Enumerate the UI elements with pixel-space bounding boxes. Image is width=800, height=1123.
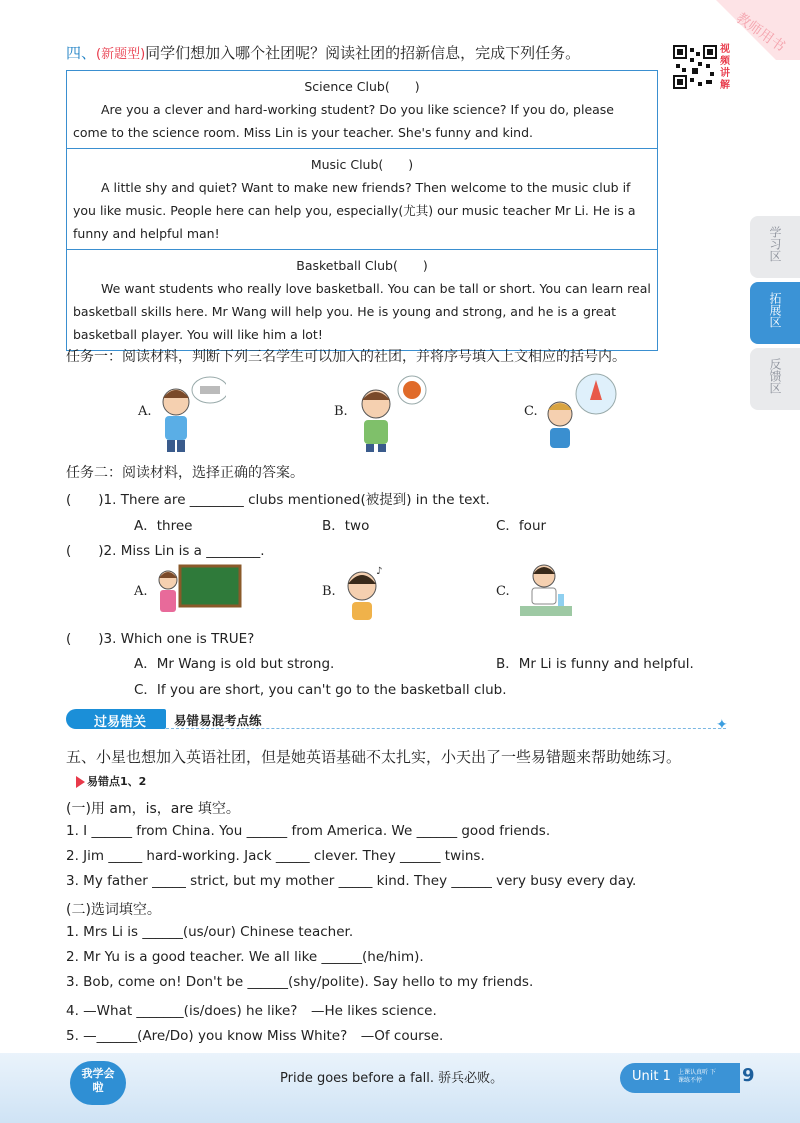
watermark-text: 教师用书 <box>732 10 788 56</box>
club-body: A little shy and quiet? Want to make new friends? Then welcome to the music club if you like music. People here can help you, especially(尤其) our music teacher Mr Li. He is a funny and helpful man! <box>73 180 636 241</box>
q3-option-c[interactable]: C．If you are short, you can't go to the basketball club. <box>134 682 507 698</box>
part2-item-1: 1. Mrs Li is ______(us/our) Chinese teacher. <box>66 924 354 940</box>
q1-option-a[interactable]: A．three <box>134 518 193 534</box>
task1-label-a: A. <box>138 404 152 419</box>
footer-logo: 我学会啦 <box>70 1061 126 1105</box>
part2-instruction: (二)选词填空。 <box>66 902 161 918</box>
q2-option-a[interactable]: A. <box>134 584 148 599</box>
part1-instruction: (一)用 am，is，are 填空。 <box>66 801 240 817</box>
microscope-icon <box>200 386 220 394</box>
q1-option-c[interactable]: C．four <box>496 518 547 534</box>
error-point-badge: 易错点1、2 <box>76 773 146 789</box>
svg-text:♪: ♪ <box>376 566 383 577</box>
flag-icon <box>76 776 85 788</box>
unit-tab <box>620 1063 740 1093</box>
club-music <box>67 149 657 250</box>
teacher-at-board-illustration <box>152 562 242 626</box>
section4-title: 四、(新题型)同学们想加入哪个社团呢？阅读社团的招新信息，完成下列任务。 <box>66 44 581 62</box>
banner-rule <box>166 728 726 729</box>
q1-option-b[interactable]: B．two <box>322 518 370 534</box>
task1-instruction: 任务一：阅读材料，判断下列三名学生可以加入的社团，并将序号填入上文相应的括号内。 <box>66 349 626 365</box>
task1-label-b: B. <box>334 404 348 419</box>
tab-expand[interactable]: 拓展区 <box>750 282 800 344</box>
tab-feedback[interactable]: 反馈区 <box>750 348 800 410</box>
qr-code[interactable] <box>672 44 718 90</box>
side-tabs <box>750 216 800 414</box>
footer-quote: Pride goes before a fall. 骄兵必败。 <box>280 1071 504 1086</box>
basketball-icon <box>403 381 421 399</box>
club-body: Are you a clever and hard-working student? Do you like science? If you do, please come to the science room. Miss Lin is your teacher. She's funny and kind. <box>73 102 614 140</box>
singer-illustration <box>340 564 390 628</box>
part2-item-2: 2. Mr Yu is a good teacher. We all like ______(he/him). <box>66 949 424 965</box>
banner-pill: 过易错关 <box>66 709 166 729</box>
q2-option-b[interactable]: B. <box>322 584 336 599</box>
club-title: Music Club( ) <box>310 157 414 172</box>
part1-item-3: 3. My father _____ strict, but my mother _____ kind. They ______ very busy every day. <box>66 873 637 889</box>
tab-study[interactable]: 学习区 <box>750 216 800 278</box>
part1-item-2: 2. Jim _____ hard-working. Jack _____ clever. They ______ twins. <box>66 848 485 864</box>
student-c-illustration <box>542 372 622 456</box>
banner-subtitle: 易错易混考点练 <box>174 713 262 728</box>
club-title: Science Club( ) <box>304 79 420 94</box>
section-banner <box>66 709 728 733</box>
q3-stem: ( )3. Which one is TRUE? <box>66 631 255 647</box>
section5-title: 五、小星也想加入英语社团，但是她英语基础不太扎实，小天出了一些易错题来帮助她练习。 <box>66 748 682 766</box>
club-basketball <box>67 250 657 350</box>
part2-item-3: 3. Bob, come on! Don't be ______(shy/polite). Say hello to my friends. <box>66 974 534 990</box>
club-title: Basketball Club( ) <box>296 258 428 273</box>
part2-item-5: 5. —______(Are/Do) you know Miss White? —Of course. <box>66 1028 444 1044</box>
club-body: We want students who really love basketball. You can be tall or short. You can learn real basketball skills here. Mr Wang will help you. He is young and strong, and he is a great basketball player. You will like him a lot! <box>73 281 651 342</box>
part1-item-1: 1. I ______ from China. You ______ from America. We ______ good friends. <box>66 823 551 839</box>
unit-label: Unit 1 <box>632 1069 671 1084</box>
q3-option-b[interactable]: B．Mr Li is funny and helpful. <box>496 656 694 672</box>
q2-stem: ( )2. Miss Lin is a ________. <box>66 543 265 559</box>
qr-label: 视频讲解 <box>720 44 730 91</box>
part2-item-4: 4. —What _______(is/does) he like? —He likes science. <box>66 1003 437 1019</box>
q1-stem: ( )1. There are ________ clubs mentioned(被提到) in the text. <box>66 492 490 508</box>
q3-option-a[interactable]: A．Mr Wang is old but strong. <box>134 656 335 672</box>
task1-label-c: C. <box>524 404 538 419</box>
q2-option-c[interactable]: C. <box>496 584 510 599</box>
footer <box>0 1053 800 1123</box>
club-science <box>67 71 657 149</box>
page-number: 9 <box>742 1065 755 1086</box>
clubs-box <box>66 70 658 351</box>
scientist-illustration <box>516 560 576 624</box>
student-a-illustration <box>156 374 226 458</box>
unit-slogan: 上课认真听 下课练不停 <box>678 1069 716 1084</box>
star-icon: ✦ <box>716 717 728 733</box>
task2-instruction: 任务二：阅读材料，选择正确的答案。 <box>66 465 304 481</box>
student-b-illustration <box>354 374 434 458</box>
